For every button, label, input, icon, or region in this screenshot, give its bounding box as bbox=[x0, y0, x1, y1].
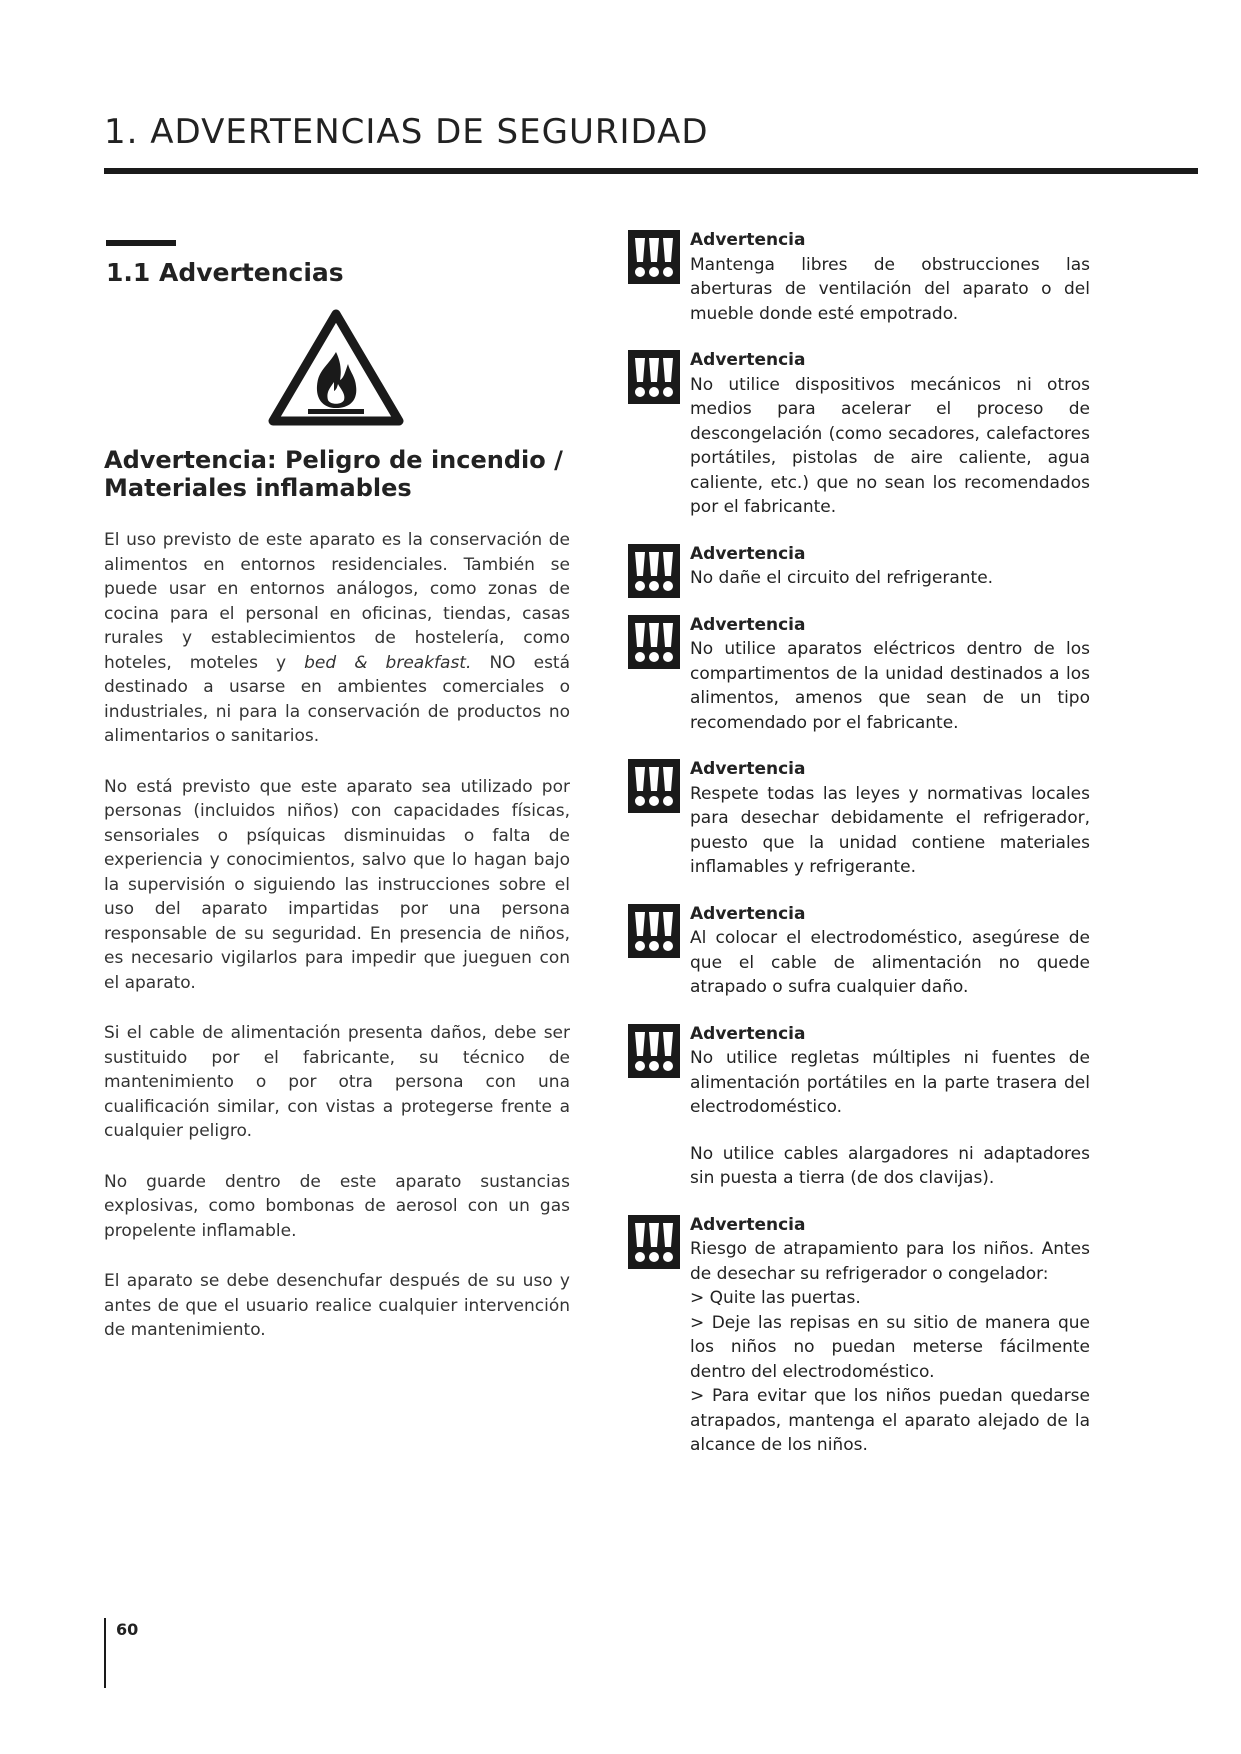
warning-label: Advertencia bbox=[690, 903, 806, 924]
exclamation-warning-icon bbox=[628, 1215, 680, 1269]
page-number: 60 bbox=[116, 1620, 139, 1639]
warning-power-strips bbox=[628, 1022, 1090, 1120]
paragraph-unplug: El aparato se debe desenchufar después de su uso y antes de que el usuario realice cualquier intervención de mantenimiento. bbox=[104, 1271, 570, 1340]
warning-text: Al colocar el electrodoméstico, asegúrese de que el cable de alimentación no quede atrapado o sufra cualquier daño. bbox=[690, 928, 1090, 997]
exclamation-warning-icon bbox=[628, 615, 680, 669]
warning-text: No dañe el circuito del refrigerante. bbox=[690, 568, 994, 588]
warning-text: Mantenga libres de obstrucciones las aberturas de ventilación del aparato o del mueble donde esté empotrado. bbox=[690, 254, 1090, 324]
warning-text: Riesgo de atrapamiento para los niños. Antes de desechar su refrigerador o congelador: bbox=[690, 1239, 1090, 1284]
warning-label: Advertencia bbox=[690, 759, 806, 779]
right-column bbox=[628, 228, 1090, 1480]
left-column bbox=[104, 528, 570, 1369]
exclamation-warning-icon bbox=[628, 1024, 680, 1078]
warning-label: Advertencia bbox=[690, 614, 806, 635]
warning-label: Advertencia bbox=[690, 543, 806, 564]
note-text: No utilice cables alargadores ni adaptadores sin puesta a tierra (de dos clavijas). bbox=[690, 1143, 1090, 1188]
exclamation-warning-icon bbox=[628, 544, 680, 598]
subsection-dash bbox=[106, 240, 176, 246]
exclamation-warning-icon bbox=[628, 350, 680, 404]
warning-text: No utilice dispositivos mecánicos ni otros medios para acelerar el proceso de descongelación (como secadores, calefactores portátiles, pistolas de aire caliente, agua caliente, etc.) que no sean los recomendados por el fabricante. bbox=[690, 374, 1090, 517]
paragraph-intended-use: El uso previsto de este aparato es la conservación de alimentos en entornos residenciales. También se puede usar en entornos análogos, como zonas de cocina para el personal en oficinas, tiendas, casas rurales y establecimientos de hostelería, como hoteles, moteles y bed & breakfast. NO está destinado a usarse en ambientes comerciales o industriales, ni para la conservación de productos no alimentarios o sanitarios. bbox=[104, 530, 571, 746]
warning-step: > Quite las puertas. bbox=[690, 1288, 861, 1308]
warning-cable-placement bbox=[628, 902, 1090, 1000]
warning-defrost bbox=[628, 348, 1090, 520]
paragraph-supervision: No está previsto que este aparato sea utilizado por personas (incluidos niños) con capacidades físicas, sensoriales o psíquicas disminuidas o falta de experiencia y conocimientos, salvo que lo hagan bajo la supervisión o siguiendo las instrucciones sobre el uso del aparato impartidas por una persona responsable de su seguridad. En presencia de niños, es necesario vigilarlos para impedir que jueguen con el aparato. bbox=[104, 776, 570, 993]
subsection-title: 1.1 Advertencias bbox=[106, 258, 344, 287]
title-rule bbox=[104, 168, 1198, 174]
warning-label: Advertencia bbox=[690, 1214, 806, 1235]
warning-text: No utilice regletas múltiples ni fuentes de alimentación portátiles en la parte trasera del electrodoméstico. bbox=[690, 1048, 1090, 1117]
warning-child-entrapment bbox=[628, 1213, 1090, 1458]
fire-warning-heading: Advertencia: Peligro de incendio / Materiales inflamables bbox=[104, 446, 563, 502]
exclamation-warning-icon bbox=[628, 904, 680, 958]
warning-label: Advertencia bbox=[690, 350, 806, 370]
page-title: 1. ADVERTENCIAS DE SEGURIDAD bbox=[104, 112, 709, 152]
warning-ventilation bbox=[628, 228, 1090, 326]
warning-text: Respete todas las leyes y normativas locales para desechar debidamente el refrigerador, puesto que la unidad contiene materiales inflamables y refrigerante. bbox=[690, 783, 1090, 877]
warning-text: No utilice aparatos eléctricos dentro de los compartimentos de la unidad destinados a los alimentos, amenos que sean de un tipo recomendado por el fabricante. bbox=[690, 639, 1090, 733]
warning-label: Advertencia bbox=[690, 230, 806, 250]
exclamation-warning-icon bbox=[628, 759, 680, 813]
warning-label: Advertencia bbox=[690, 1023, 806, 1044]
paragraph-explosives: No guarde dentro de este aparato sustancias explosivas, como bombonas de aerosol con un gas propelente inflamable. bbox=[104, 1171, 570, 1241]
warning-step: > Deje las repisas en su sitio de manera que los niños no puedan meterse fácilmente dentro del electrodoméstico. bbox=[690, 1312, 1090, 1382]
fire-warning-icon bbox=[268, 308, 404, 426]
exclamation-warning-icon bbox=[628, 230, 680, 284]
warning-step: > Para evitar que los niños puedan quedarse atrapados, mantenga el aparato alejado de la alcance de los niños. bbox=[690, 1386, 1090, 1455]
warning-disposal bbox=[628, 757, 1090, 880]
page-number-bar bbox=[104, 1618, 106, 1688]
extension-cable-note bbox=[628, 1142, 1090, 1191]
paragraph-power-cable: Si el cable de alimentación presenta daños, debe ser sustituido por el fabricante, su técnico de mantenimiento o por otra persona con una cualificación similar, con vistas a protegerse frente a cualquier peligro. bbox=[104, 1023, 570, 1141]
warning-refrigerant-circuit bbox=[628, 542, 1090, 591]
warning-electrical-devices bbox=[628, 613, 1090, 736]
